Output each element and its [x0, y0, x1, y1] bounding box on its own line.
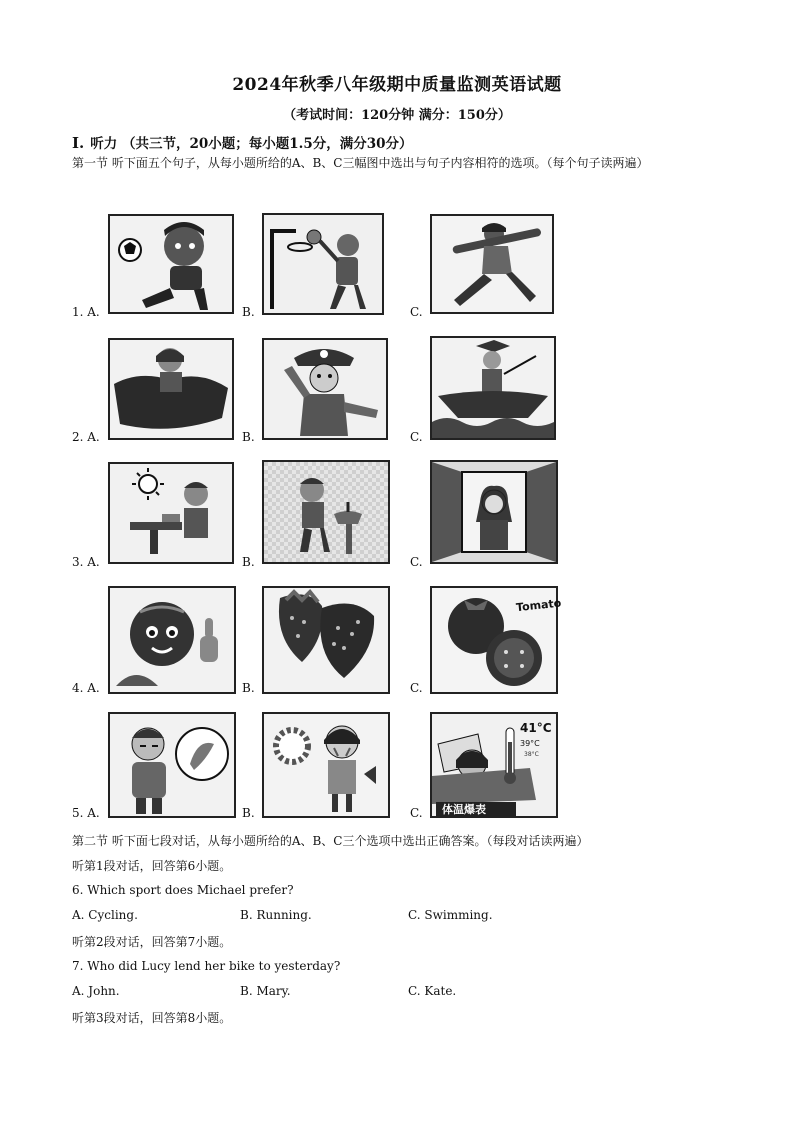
police-officer-saluting-icon[interactable]	[262, 338, 388, 440]
part2-instruction: 第二节 听下面七段对话，从每小题所给的A、B、C三个选项中选出正确答案。（每段对话读两遍）	[72, 834, 589, 848]
question-6-option-b[interactable]: B. Running.	[240, 908, 312, 922]
tomato-icon[interactable]	[430, 586, 562, 694]
part1-instruction: 第一节 听下面五个句子，从每小题所给的A、B、C三幅图中选出与句子内容相符的选项。（每个句子读两遍）	[72, 156, 649, 170]
question-4-option-b: B.	[242, 681, 255, 695]
question-6-text: 6. Which sport does Michael prefer?	[72, 883, 294, 897]
temperature-reading-2: 39°C	[520, 739, 540, 748]
question-7-option-b[interactable]: B. Mary.	[240, 984, 291, 998]
fever-caption: 体温爆表	[442, 803, 486, 816]
boy-with-stomachache-icon[interactable]	[108, 712, 236, 818]
question-2-option-c: C.	[410, 430, 423, 444]
question-2-option-b: B.	[242, 430, 255, 444]
question-5-option-b: B.	[242, 806, 255, 820]
exam-subtitle: （考试时间：120分钟 满分：150分）	[283, 108, 511, 123]
temperature-reading-3: 38°C	[524, 751, 539, 758]
question-3-label: 3. A.	[72, 555, 100, 569]
girl-at-window-icon[interactable]	[430, 460, 558, 564]
question-6-option-c[interactable]: C. Swimming.	[408, 908, 493, 922]
question-1-label: 1. A.	[72, 305, 100, 319]
question-3-option-b: B.	[242, 555, 255, 569]
exam-title: 2024年秋季八年级期中质量监测英语试题	[232, 75, 562, 95]
tomato-caption: Tomato	[515, 596, 562, 615]
question-6-option-a[interactable]: A. Cycling.	[72, 908, 138, 922]
boy-washing-hands-icon[interactable]	[262, 460, 390, 564]
section-heading-text: 听力 （共三节，20小题；每小题1.5分，满分30分）	[90, 136, 413, 152]
question-7-option-c[interactable]: C. Kate.	[408, 984, 457, 998]
boy-reading-in-sun-icon[interactable]	[108, 462, 234, 564]
question-5-option-c: C.	[410, 806, 423, 820]
dialogue-3-note: 听第3段对话，回答第8小题。	[72, 1011, 232, 1025]
question-7-option-a[interactable]: A. John.	[72, 984, 120, 998]
dialogue-2-note: 听第2段对话，回答第7小题。	[72, 935, 232, 949]
fisherman-in-boat-icon[interactable]	[430, 336, 556, 440]
question-5-label: 5. A.	[72, 806, 100, 820]
dialogue-1-note: 听第1段对话，回答第6小题。	[72, 859, 232, 873]
question-3-option-c: C.	[410, 555, 423, 569]
section-heading	[72, 132, 413, 152]
question-2-label: 2. A.	[72, 430, 100, 444]
boy-playing-basketball-icon[interactable]	[262, 213, 384, 315]
question-4-option-c: C.	[410, 681, 423, 695]
temperature-reading-1: 41°C	[520, 721, 552, 735]
strawberries-icon[interactable]	[262, 586, 390, 694]
boy-kicking-soccer-ball-icon[interactable]	[108, 214, 234, 314]
girl-with-fever-icon[interactable]	[430, 712, 558, 818]
question-1-option-c: C.	[410, 305, 423, 319]
watermelon-character-icon[interactable]	[108, 586, 236, 694]
baseball-player-icon[interactable]	[430, 214, 554, 314]
girl-crying-with-cake-icon[interactable]	[262, 712, 390, 818]
girl-on-sofa-icon[interactable]	[108, 338, 234, 440]
section-numeral: Ⅰ.	[72, 134, 85, 152]
question-1-option-b: B.	[242, 305, 255, 319]
question-4-label: 4. A.	[72, 681, 100, 695]
question-7-text: 7. Who did Lucy lend her bike to yesterday?	[72, 959, 341, 973]
